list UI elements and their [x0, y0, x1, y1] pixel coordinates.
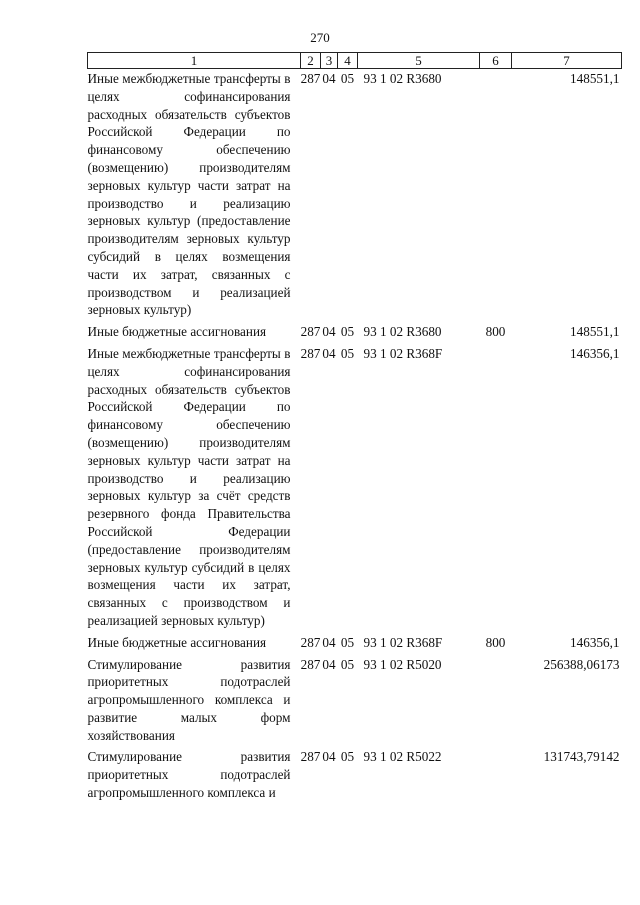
row-name: Иные межбюджетные трансферты в целях софинансирования расходных обязательств субъектов Российской Федерации по финансовому обеспечению (возмещению) производителям зерновых культур части затрат на производство и реализацию зерновых культур за счёт средств резервного фонда Правительства Российской Федерации (предоставление производителям зерновых культур субсидий в целях возмещения части их затрат, связанных с производством и реализацией зерновых культур): [87, 345, 291, 628]
column-header-rz: 3: [321, 53, 338, 69]
row-name: Стимулирование развития приоритетных подотраслей агропромышленного комплекса и развитие малых форм хозяйствования: [87, 656, 291, 743]
row-rz: 04: [322, 656, 336, 672]
row-name: Иные межбюджетные трансферты в целях софинансирования расходных обязательств субъектов Российской Федерации по финансовому обеспечению (возмещению) производителям зерновых культур части затрат на производство и реализацию зерновых культур (предоставление производителям зерновых культур субсидий в целях возмещения части их затрат, связанных с производством и реализацией зерновых культур): [87, 71, 291, 318]
column-header-name: 1: [88, 53, 301, 69]
row-name: Иные бюджетные ассигнования: [87, 634, 267, 650]
table-row: [88, 344, 622, 633]
column-header-sum: 7: [512, 53, 622, 69]
table-row: [88, 747, 622, 804]
row-vr: 800: [485, 634, 506, 650]
row-csr: 93 1 02 R368F: [363, 345, 443, 361]
row-csr: 93 1 02 R3680: [363, 324, 442, 340]
table-row: [88, 69, 622, 323]
row-gr: 287: [300, 324, 321, 340]
row-vr: [480, 655, 512, 748]
row-gr: 287: [300, 749, 321, 765]
column-header-csr: 5: [358, 53, 480, 69]
row-pr: 05: [340, 71, 355, 86]
column-header-pr: 4: [338, 53, 358, 69]
row-sum: 148551,1: [570, 71, 620, 86]
budget-table: [87, 52, 622, 805]
column-header-vr: 6: [480, 53, 512, 69]
row-name: Иные бюджетные ассигнования: [87, 324, 267, 340]
table-header: [88, 53, 622, 69]
row-sum: 256388,06173: [543, 656, 620, 672]
row-pr: 05: [340, 324, 355, 340]
row-pr: 05: [340, 656, 355, 672]
row-rz: 04: [322, 345, 336, 361]
row-csr: 93 1 02 R368F: [363, 634, 443, 650]
row-sum: 148551,1: [570, 324, 620, 340]
page-number: 270: [310, 30, 330, 45]
column-header-gr: 2: [301, 53, 321, 69]
row-sum: 146356,1: [570, 634, 620, 650]
row-gr: 287: [300, 345, 321, 361]
row-gr: 287: [300, 634, 321, 650]
table-row: [88, 322, 622, 344]
row-gr: 287: [300, 656, 321, 672]
row-rz: 04: [322, 71, 336, 86]
row-rz: 04: [322, 324, 336, 340]
row-pr: 05: [340, 749, 355, 765]
row-csr: 93 1 02 R5020: [363, 656, 442, 672]
row-vr: [480, 69, 512, 323]
row-vr: 800: [485, 324, 506, 340]
row-csr: 93 1 02 R3680: [363, 71, 442, 86]
table-row: [88, 655, 622, 748]
row-pr: 05: [340, 345, 355, 361]
row-sum: 131743,79142: [543, 749, 620, 765]
row-rz: 04: [322, 749, 336, 765]
row-rz: 04: [322, 634, 336, 650]
row-vr: [480, 747, 512, 804]
row-pr: 05: [340, 634, 355, 650]
row-csr: 93 1 02 R5022: [363, 749, 442, 765]
table-row: [88, 633, 622, 655]
row-sum: 146356,1: [570, 345, 620, 361]
row-name: Стимулирование развития приоритетных подотраслей агропромышленного комплекса и: [87, 749, 291, 801]
row-vr: [480, 344, 512, 633]
row-gr: 287: [300, 71, 321, 86]
